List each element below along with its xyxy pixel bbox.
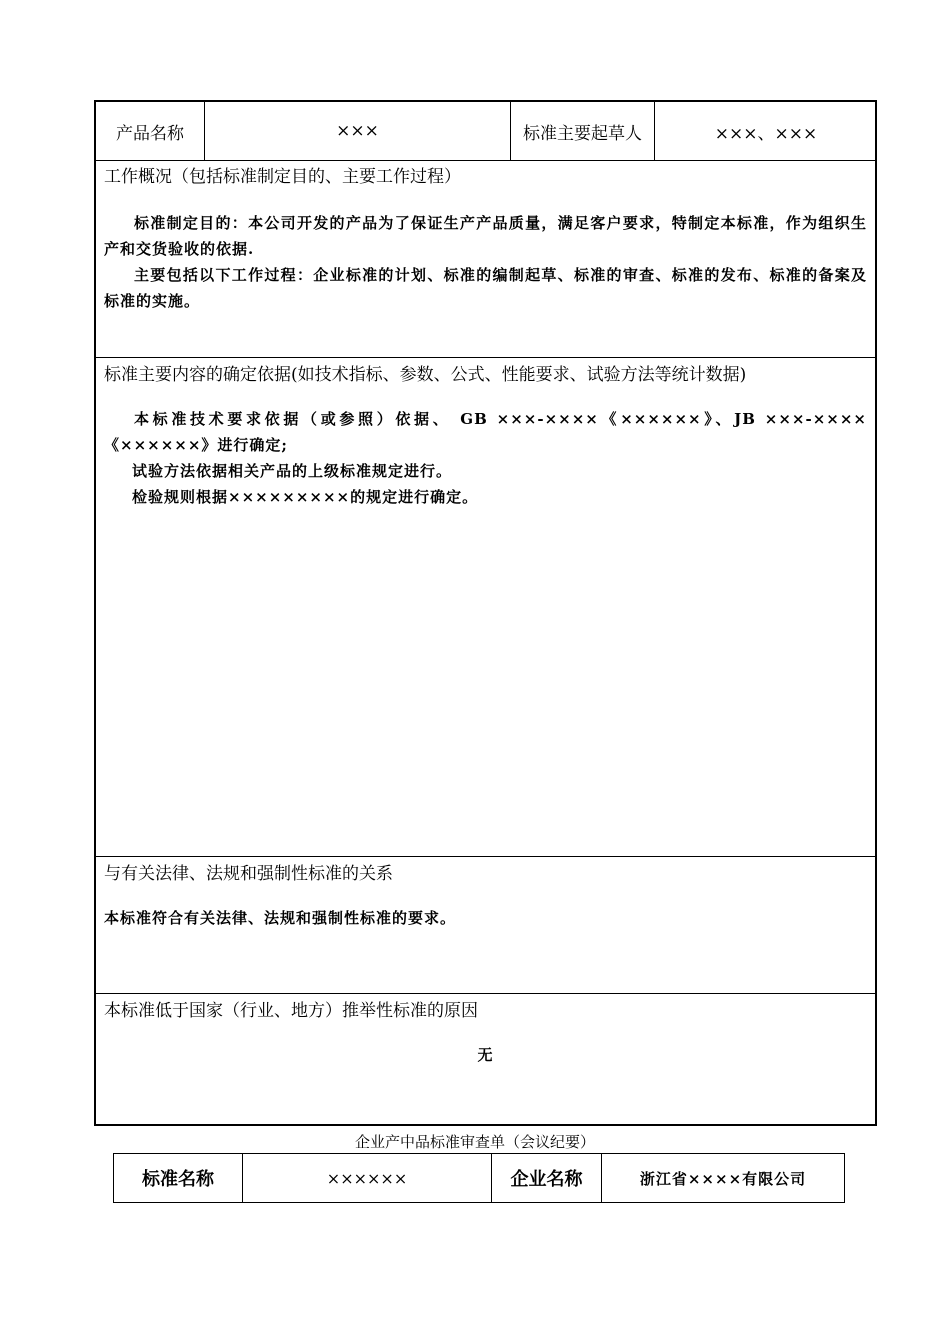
work-overview-title: 工作概况（包括标准制定目的、主要工作过程） <box>104 167 461 187</box>
work-overview-body <box>104 210 867 314</box>
basis-body <box>104 406 867 510</box>
inspection-rule-paragraph: 检验规则根据×××××××××的规定进行确定。 <box>132 488 479 506</box>
lower-reason-body: 无 <box>477 1046 494 1064</box>
review-table <box>113 1153 845 1203</box>
company-label: 企业名称 <box>492 1154 602 1202</box>
law-relation-body: 本标准符合有关法律、法规和强制性标准的要求。 <box>104 909 457 927</box>
work-overview-section <box>96 160 875 358</box>
main-form-table <box>94 100 877 1126</box>
product-name-value: ××× <box>205 102 511 160</box>
purpose-paragraph: 标准制定目的：本公司开发的产品为了保证生产产品质量，满足客户要求，特制定本标准，作为组织生产和交货验收的依据. <box>104 214 867 258</box>
second-table-caption: 企业产中品标准审查单（会议纪要） <box>354 1133 595 1151</box>
basis-title: 标准主要内容的确定依据(如技术指标、参数、公式、性能要求、试验方法等统计数据) <box>104 365 747 385</box>
lower-reason-title: 本标准低于国家（行业、地方）推举性标准的原因 <box>104 1001 478 1021</box>
drafter-label: 标准主要起草人 <box>511 102 655 160</box>
process-paragraph: 主要包括以下工作过程：企业标准的计划、标准的编制起草、标准的审查、标准的发布、标准的备案及标准的实施。 <box>104 266 867 310</box>
basis-paragraph: 本标准技术要求依据（或参照）依据、 GB ×××-××××《××××××》、JB ×××-××××《××××××》进行确定; <box>104 410 867 454</box>
standard-name-value: ×××××× <box>243 1154 492 1202</box>
drafter-value: ×××、××× <box>714 123 818 144</box>
law-relation-title: 与有关法律、法规和强制性标准的关系 <box>104 864 393 884</box>
product-name-label: 产品名称 <box>96 102 205 160</box>
company-value: 浙江省××××有限公司 <box>639 1169 807 1188</box>
test-method-paragraph: 试验方法依据相关产品的上级标准规定进行。 <box>132 462 453 480</box>
law-relation-section <box>96 857 875 994</box>
header-row <box>96 102 875 161</box>
basis-section <box>96 358 875 857</box>
lower-reason-section <box>96 994 875 1124</box>
standard-name-label: 标准名称 <box>114 1154 243 1202</box>
